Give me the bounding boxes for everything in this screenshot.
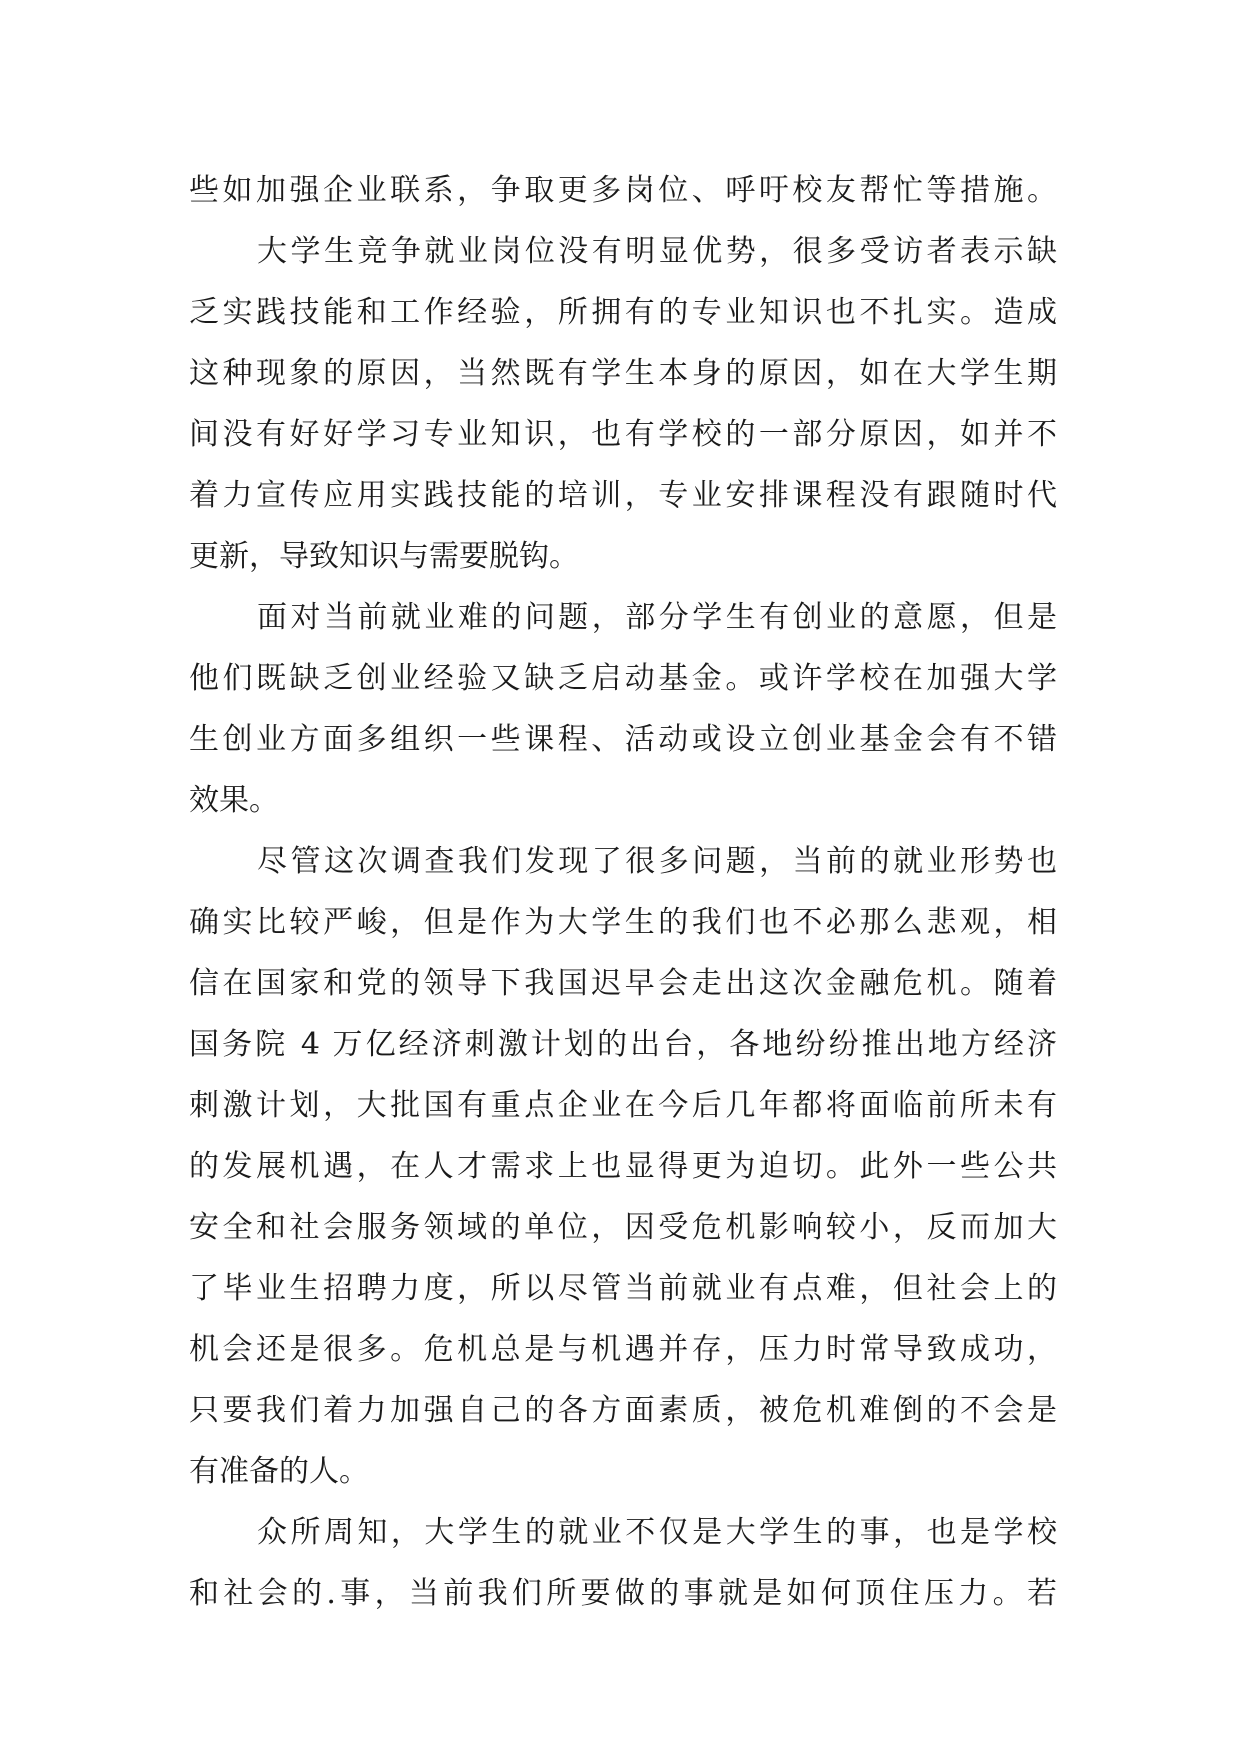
text-line: 和社会的.事，当前我们所要做的事就是如何顶住压力。若: [189, 1576, 1057, 1611]
text-line: 了毕业生招聘力度，所以尽管当前就业有点难，但社会上的: [189, 1271, 1057, 1306]
paragraph-end-line: 效果。: [189, 783, 279, 818]
text-line: 确实比较严峻，但是作为大学生的我们也不必那么悲观，相: [189, 905, 1057, 940]
paragraph-end-line: 有准备的人。: [189, 1454, 369, 1489]
paragraph-end-line: 更新，导致知识与需要脱钩。: [189, 539, 579, 574]
text-line: 着力宣传应用实践技能的培训，专业安排课程没有跟随时代: [189, 478, 1057, 513]
text-line: 他们既缺乏创业经验又缺乏启动基金。或许学校在加强大学: [189, 661, 1057, 696]
text-line: 生创业方面多组织一些课程、活动或设立创业基金会有不错: [189, 722, 1057, 757]
text-line: 机会还是很多。危机总是与机遇并存，压力时常导致成功，: [189, 1332, 1057, 1367]
text-line: 些如加强企业联系，争取更多岗位、呼吁校友帮忙等措施。: [189, 173, 1057, 208]
text-line: 刺激计划，大批国有重点企业在今后几年都将面临前所未有: [189, 1088, 1057, 1123]
text-line: 国务院 4 万亿经济刺激计划的出台，各地纷纷推出地方经济: [189, 1027, 1057, 1062]
text-line: 信在国家和党的领导下我国迟早会走出这次金融危机。随着: [189, 966, 1057, 1001]
text-line: 安全和社会服务领域的单位，因受危机影响较小，反而加大: [189, 1210, 1057, 1245]
text-line: 乏实践技能和工作经验，所拥有的专业知识也不扎实。造成: [189, 295, 1057, 330]
body-text: [189, 160, 1057, 1624]
text-line: 的发展机遇，在人才需求上也显得更为迫切。此外一些公共: [189, 1149, 1057, 1184]
paragraph-start-line: 面对当前就业难的问题，部分学生有创业的意愿，但是: [257, 600, 1057, 635]
paragraph-start-line: 众所周知，大学生的就业不仅是大学生的事，也是学校: [257, 1515, 1057, 1550]
paragraph-start-line: 大学生竞争就业岗位没有明显优势，很多受访者表示缺: [257, 234, 1057, 269]
paragraph-start-line: 尽管这次调查我们发现了很多问题，当前的就业形势也: [257, 844, 1057, 879]
text-line: 间没有好好学习专业知识，也有学校的一部分原因，如并不: [189, 417, 1057, 452]
text-line: 这种现象的原因，当然既有学生本身的原因，如在大学生期: [189, 356, 1057, 391]
text-line: 只要我们着力加强自己的各方面素质，被危机难倒的不会是: [189, 1393, 1057, 1428]
